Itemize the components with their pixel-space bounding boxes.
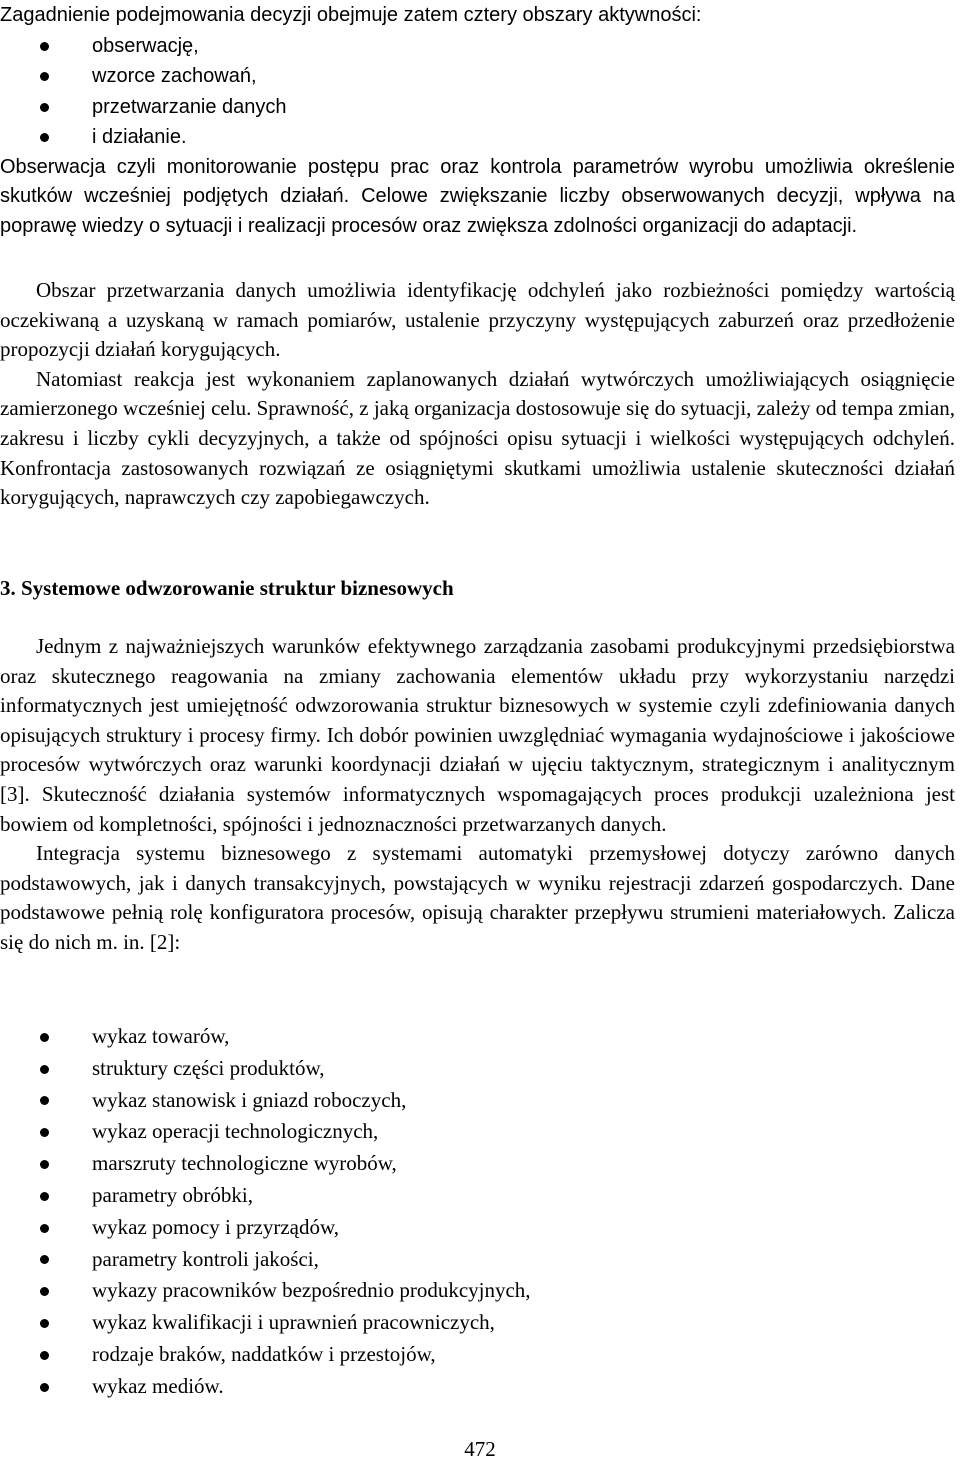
list-item: wykaz stanowisk i gniazd roboczych, — [0, 1085, 955, 1117]
page-number: 472 — [464, 1437, 496, 1461]
bullet-icon — [40, 1319, 49, 1328]
bullet-icon — [40, 1128, 49, 1137]
list-item: wykazy pracowników bezpośrednio produkcyjnych, — [0, 1275, 955, 1307]
bullet-icon — [40, 1033, 49, 1042]
bullet-icon — [40, 1383, 49, 1392]
list-item: wykaz pomocy i przyrządów, — [0, 1212, 955, 1244]
section-paragraph-1: Jednym z najważniejszych warunków efektywnego zarządzania zasobami produkcyjnymi przedsiębiorstwa oraz skutecznego reagowania na zmiany zachowania elementów układu przy wykorzystaniu narzędzi informatycznych jest umiejętność odwzorowania struktur biznesowych w systemie czyli zdefiniowania danych opisujących struktury i procesy firmy. Ich dobór powinien uwzględniać wymagania wydajnościowe i jakościowe procesów wytwórczych oraz warunki koordynacji działań w ujęciu taktycznym, strategicznym i analitycznym [3]. Skuteczność działania systemów informatycznych wspomagających proces produkcji uzależniona jest bowiem od kompletności, spójności i jednoznaczności przetwarzanych danych. — [0, 634, 955, 836]
processing-paragraph: Obszar przetwarzania danych umożliwia identyfikację odchyleń jako rozbieżności pomiędzy wartością oczekiwaną a uzyskaną w ramach pomiarów, ustalenie przyczyny występujących zaburzeń oraz przedłożenie propozycji działań korygujących. — [0, 278, 955, 362]
section-body — [0, 632, 955, 958]
list-item: parametry kontroli jakości, — [0, 1244, 955, 1276]
bullet-icon — [40, 1096, 49, 1105]
list-item: parametry obróbki, — [0, 1180, 955, 1212]
section-heading: 3. Systemowe odwzorowanie struktur biznesowych — [0, 576, 454, 600]
list-item: rodzaje braków, naddatków i przestojów, — [0, 1339, 955, 1371]
top-block — [0, 1, 955, 241]
observation-paragraph: Obserwacja czyli monitorowanie postępu prac oraz kontrola parametrów wyrobu umożliwia określenie skutków wcześniej podjętych działań. Celowe zwiększanie liczby obserwowanych decyzji, wpływa na poprawę wiedzy o sytuacji i realizacji procesów oraz zwiększa zdolności organizacji do adaptacji. — [0, 155, 955, 237]
activity-item: i działanie. — [0, 122, 955, 153]
bullet-icon — [40, 103, 49, 112]
reaction-paragraph: Natomiast reakcja jest wykonaniem zaplanowanych działań wytwórczych umożliwiających osiągnięcie zamierzonego wcześniej celu. Sprawność, z jaką organizacja dostosowuje się do sytuacji, zależy od tempa zmian, zakresu i liczby cykli decyzyjnych, a także od spójności opisu sytuacji i wielkości występujących odchyleń. Konfrontacja zastosowanych rozwiązań ze osiągniętymi skutkami umożliwia ustalenie skuteczności działań korygujących, naprawczych czy zapobiegawczych. — [0, 366, 955, 510]
list-item: wykaz mediów. — [0, 1371, 955, 1403]
list-item: wykaz towarów, — [0, 1021, 955, 1053]
bullet-icon — [40, 1255, 49, 1264]
master-data-list — [0, 1021, 955, 1403]
list-item: wykaz operacji technologicznych, — [0, 1116, 955, 1148]
list-item: wykaz kwalifikacji i uprawnień pracowniczych, — [0, 1307, 955, 1339]
list-item: marszruty technologiczne wyrobów, — [0, 1148, 955, 1180]
bullet-icon — [40, 1287, 49, 1296]
activity-item: wzorce zachowań, — [0, 61, 955, 92]
bullet-icon — [40, 1224, 49, 1233]
bullet-icon — [40, 133, 49, 142]
bullet-icon — [40, 1192, 49, 1201]
bullet-icon — [40, 42, 49, 51]
activity-item: obserwację, — [0, 31, 955, 62]
bullet-icon — [40, 72, 49, 81]
activity-item: przetwarzanie danych — [0, 92, 955, 123]
list-item: struktury części produktów, — [0, 1053, 955, 1085]
bullet-icon — [40, 1065, 49, 1074]
bullet-icon — [40, 1351, 49, 1360]
bullet-icon — [40, 1160, 49, 1169]
analysis-block — [0, 276, 955, 513]
activities-list — [0, 31, 955, 153]
section-paragraph-2: Integracja systemu biznesowego z systemami automatyki przemysłowej dotyczy zarówno danych podstawowych, jak i danych transakcyjnych, powstających w wyniku rejestracji zdarzeń gospodarczych. Dane podstawowe pełnią rolę konfiguratora procesów, opisują charakter przepływu strumieni materiałowych. Zalicza się do nich m. in. [2]: — [0, 841, 955, 954]
intro-line: Zagadnienie podejmowania decyzji obejmuje zatem cztery obszary aktywności: — [0, 4, 702, 26]
